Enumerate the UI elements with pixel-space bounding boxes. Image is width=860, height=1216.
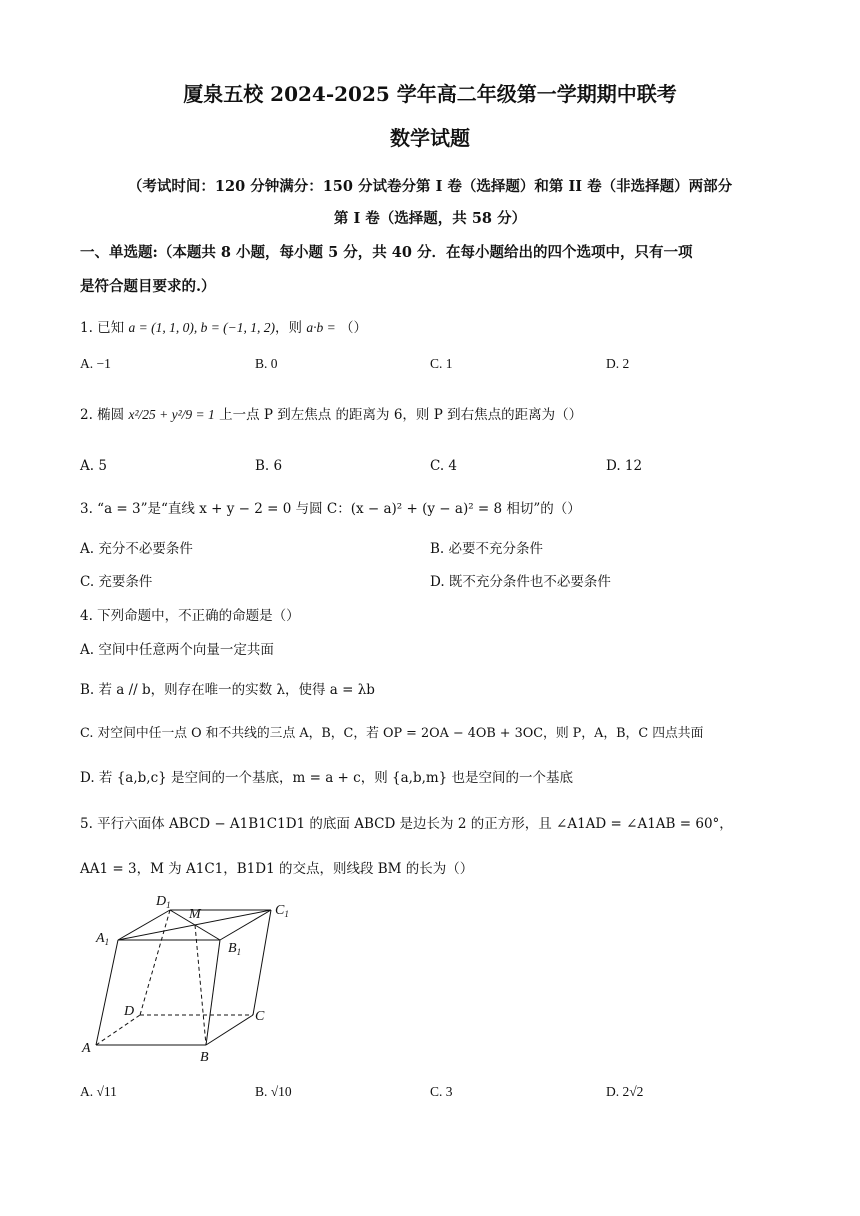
label-d: D — [124, 1004, 135, 1019]
q5-option-b: B. √10 — [255, 1084, 292, 1099]
q2-rest: 上一点 P 到左焦点 的距离为 6，则 P 到右焦点的距离为（） — [219, 407, 583, 423]
q4-option-a: A. 空间中任意两个向量一定共面 — [80, 642, 274, 658]
question-5: 5. 平行六面体 ABCD − A1B1C1D1 的底面 ABCD 是边长为 2 的正方形，且 ∠A1AD = ∠A1AB = 60°， — [80, 816, 733, 832]
question-4: 4. 下列命题中，不正确的命题是（） — [80, 608, 300, 624]
q2-option-a: A. 5 — [80, 458, 107, 474]
q1-option-a: A. −1 — [80, 356, 111, 371]
question-1 — [80, 316, 367, 336]
q1-blank: （） — [340, 320, 367, 336]
q5-option-a: A. √11 — [80, 1084, 117, 1099]
question-5-cont: AA1 = 3，M 为 A1C1，B1D1 的交点，则线段 BM 的长为（） — [80, 861, 474, 877]
exam-title: 厦泉五校 2024-2025 学年高二年级第一学期期中联考 — [183, 82, 677, 106]
subject-title: 数学试题 — [390, 126, 470, 150]
label-b1: $B_1$ — [228, 941, 242, 957]
q4-option-d: D. 若 {a,b,c} 是空间的一个基底，m = a + c，则 {a,b,m} 也是空间的一个基底 — [80, 770, 574, 786]
part-label: 第 I 卷（选择题，共 58 分） — [333, 210, 527, 227]
q5-option-d: D. 2√2 — [606, 1084, 644, 1099]
label-c: C — [255, 1009, 265, 1024]
label-a1: $A_1$ — [96, 931, 110, 947]
edge-ad-hidden — [96, 1015, 140, 1045]
q3-option-d: D. 既不充分条件也不必要条件 — [430, 574, 611, 590]
parallelepiped-figure — [78, 890, 308, 1070]
q1-option-c: C. 1 — [430, 356, 453, 371]
edge-a1a — [96, 940, 118, 1045]
question-3: 3. “a = 3”是“直线 x + y − 2 = 0 与圆 C：(x − a)² + (y − a)² = 8 相切”的（） — [80, 501, 581, 517]
question-2 — [80, 403, 582, 423]
section-heading: 一、单选题:（本题共 8 小题，每小题 5 分，共 40 分．在每小题给出的四个选项中，只有一项 — [80, 244, 693, 261]
edge-c1c — [253, 910, 271, 1015]
q1-option-d: D. 2 — [606, 356, 630, 371]
q2-equation: x²/25 + y²/9 = 1 — [128, 407, 215, 422]
label-m: M — [189, 907, 201, 922]
edge-d1d-hidden — [140, 910, 170, 1015]
exam-info: （考试时间：120 分钟满分：150 分试卷分第 I 卷（选择题）和第 II 卷（非选择题）两部分 — [127, 178, 733, 195]
label-a: A — [82, 1041, 91, 1056]
q1-prefix: 1. 已知 — [80, 320, 125, 336]
segment-mb — [195, 925, 206, 1045]
q1-condition: a = (1, 1, 0), b = (−1, 1, 2) — [128, 320, 276, 335]
q4-option-c: C. 对空间中任一点 O 和不共线的三点 A，B，C，若 OP = 2OA − 4OB + 3OC，则 P，A，B，C 四点共面 — [80, 726, 704, 741]
q2-option-b: B. 6 — [255, 458, 283, 474]
label-c1: $C_1$ — [275, 903, 289, 919]
q2-option-d: D. 12 — [606, 458, 643, 474]
q3-option-a: A. 充分不必要条件 — [80, 541, 193, 557]
q5-option-c: C. 3 — [430, 1084, 453, 1099]
q2-option-c: C. 4 — [430, 458, 458, 474]
label-b: B — [200, 1050, 209, 1065]
edge-b1b — [206, 940, 220, 1045]
q1-expression: a·b = — [306, 320, 336, 335]
edge-bc — [206, 1015, 253, 1045]
q2-prefix: 2. 椭圆 — [80, 407, 125, 423]
q4-option-b: B. 若 a // b，则存在唯一的实数 λ，使得 a = λb — [80, 682, 375, 698]
edge-d1a1 — [118, 910, 170, 940]
section-heading-cont: 是符合题目要求的.） — [80, 278, 216, 295]
q1-option-b: B. 0 — [255, 356, 278, 371]
q3-option-b: B. 必要不充分条件 — [430, 541, 544, 557]
label-d1: $D_1$ — [156, 894, 171, 910]
q1-mid: ，则 — [275, 320, 303, 336]
q3-option-c: C. 充要条件 — [80, 574, 153, 590]
